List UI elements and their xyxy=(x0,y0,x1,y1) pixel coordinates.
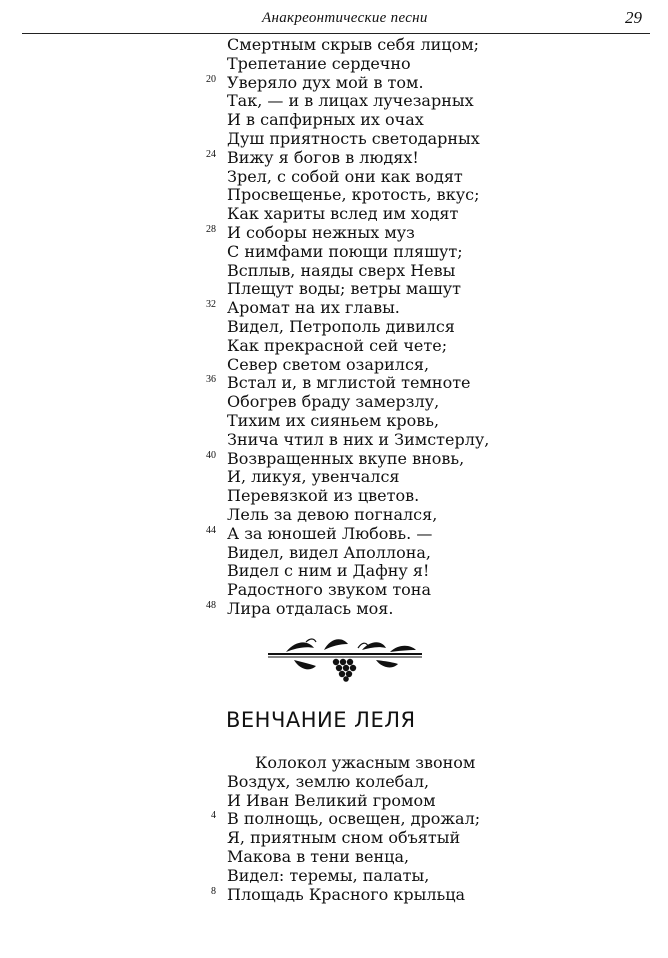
poem-line xyxy=(0,55,668,74)
line-text: Душ приятность светодарных xyxy=(227,128,480,148)
line-text: Всплыв, наяды сверх Невы xyxy=(227,260,456,280)
poem-line xyxy=(0,280,668,299)
line-text: Встал и, в мглистой темноте xyxy=(227,373,471,393)
line-text: И, ликуя, увенчался xyxy=(227,467,400,487)
line-text: Макова в тени венца, xyxy=(227,846,410,866)
line-text: Как прекрасной сей чете; xyxy=(227,335,448,355)
poem-line xyxy=(0,562,668,581)
line-number: 36 xyxy=(206,374,216,386)
line-text: Возвращенных вкупе вновь, xyxy=(227,448,465,468)
line-text: Трепетание сердечно xyxy=(227,53,411,73)
running-title: Анакреонтические песни xyxy=(262,10,428,26)
poem-line xyxy=(0,773,668,792)
poem-line xyxy=(0,111,668,130)
line-text: Лира отдалась моя. xyxy=(227,598,394,618)
poem-line xyxy=(0,374,668,393)
line-text: И Иван Великий громом xyxy=(227,790,436,810)
line-text: Так, — и в лицах лучезарных xyxy=(227,91,474,111)
poem-line xyxy=(0,867,668,886)
line-text: Север светом озарился, xyxy=(227,354,430,374)
line-text: Площадь Красного крыльца xyxy=(227,884,466,904)
page-number: 29 xyxy=(625,8,642,27)
poem-line xyxy=(0,506,668,525)
line-number: 4 xyxy=(211,810,216,822)
line-text: Я, приятным сном объятый xyxy=(227,828,461,848)
poem-line xyxy=(0,168,668,187)
line-text: Уверяло дух мой в том. xyxy=(227,72,424,92)
line-number: 40 xyxy=(206,449,216,461)
poem-line xyxy=(0,74,668,93)
poem-line xyxy=(0,205,668,224)
line-text: Видел с ним и Дафну я! xyxy=(227,561,430,581)
line-text: Видел, видел Аполлона, xyxy=(227,542,431,562)
poem-line xyxy=(0,792,668,811)
poem-line xyxy=(0,754,668,773)
line-text: Обогрев браду замерзлу, xyxy=(227,392,440,412)
line-text: Плещут воды; ветры машут xyxy=(227,279,462,299)
poem-line xyxy=(0,450,668,469)
line-text: Колокол ужасным звоном xyxy=(255,753,476,772)
line-number: 44 xyxy=(206,524,216,536)
line-number: 32 xyxy=(206,299,216,311)
header-rule xyxy=(22,33,650,34)
poem-line xyxy=(0,318,668,337)
poem-line xyxy=(0,829,668,848)
poem-line xyxy=(0,544,668,563)
poem-line xyxy=(0,886,668,905)
line-text: Вижу я богов в людях! xyxy=(227,147,419,167)
line-number: 20 xyxy=(206,73,216,85)
line-text: Зрел, с собой они как водят xyxy=(227,166,463,186)
page-header xyxy=(22,6,650,34)
line-text: Видел, Петрополь дивился xyxy=(227,316,455,336)
line-text: И соборы нежных муз xyxy=(227,222,415,242)
line-text: Перевязкой из цветов. xyxy=(227,486,420,506)
poem-line xyxy=(0,600,668,619)
poem-line xyxy=(0,337,668,356)
line-text: В полнощь, освещен, дрожал; xyxy=(227,809,481,829)
poem-body xyxy=(0,754,668,904)
line-text: Лель за девою погнался, xyxy=(227,504,438,524)
poem-line xyxy=(0,487,668,506)
poem-line xyxy=(0,243,668,262)
line-text: Аромат на их главы. xyxy=(227,298,400,318)
poem-line xyxy=(0,810,668,829)
line-text: Видел: теремы, палаты, xyxy=(227,865,430,885)
poem-line xyxy=(0,581,668,600)
line-number: 28 xyxy=(206,223,216,235)
poem-line xyxy=(0,149,668,168)
poem-line xyxy=(0,36,668,55)
poem-line xyxy=(0,431,668,450)
poem-line xyxy=(0,525,668,544)
poem-continuation xyxy=(0,36,668,619)
line-text: Просвещенье, кротость, вкус; xyxy=(227,185,480,205)
poem-line xyxy=(0,393,668,412)
line-text: А за юношей Любовь. — xyxy=(227,523,433,543)
line-number: 24 xyxy=(206,148,216,160)
poem-line xyxy=(0,262,668,281)
line-text: Смертным скрыв себя лицом; xyxy=(227,35,480,54)
poem-line xyxy=(0,92,668,111)
poem-line xyxy=(0,356,668,375)
line-number: 48 xyxy=(206,599,216,611)
poem-title: ВЕНЧАНИЕ ЛЕЛЯ xyxy=(226,708,416,732)
poem-line xyxy=(0,130,668,149)
poem-line xyxy=(0,412,668,431)
line-number: 8 xyxy=(211,885,216,897)
line-text: Тихим их сияньем кровь, xyxy=(227,410,440,430)
line-text: Как хариты вслед им ходят xyxy=(227,204,459,224)
line-text: С нимфами поющи пляшут; xyxy=(227,241,463,261)
poem-line xyxy=(0,299,668,318)
poem-line xyxy=(0,848,668,867)
line-text: Воздух, землю колебал, xyxy=(227,771,430,791)
vine-ornament-icon xyxy=(266,634,424,682)
poem-line xyxy=(0,468,668,487)
poem-line xyxy=(0,224,668,243)
line-text: Радостного звуком тона xyxy=(227,580,431,600)
poem-line xyxy=(0,186,668,205)
line-text: Знича чтил в них и Зимстерлу, xyxy=(227,429,490,449)
line-text: И в сапфирных их очах xyxy=(227,110,424,130)
